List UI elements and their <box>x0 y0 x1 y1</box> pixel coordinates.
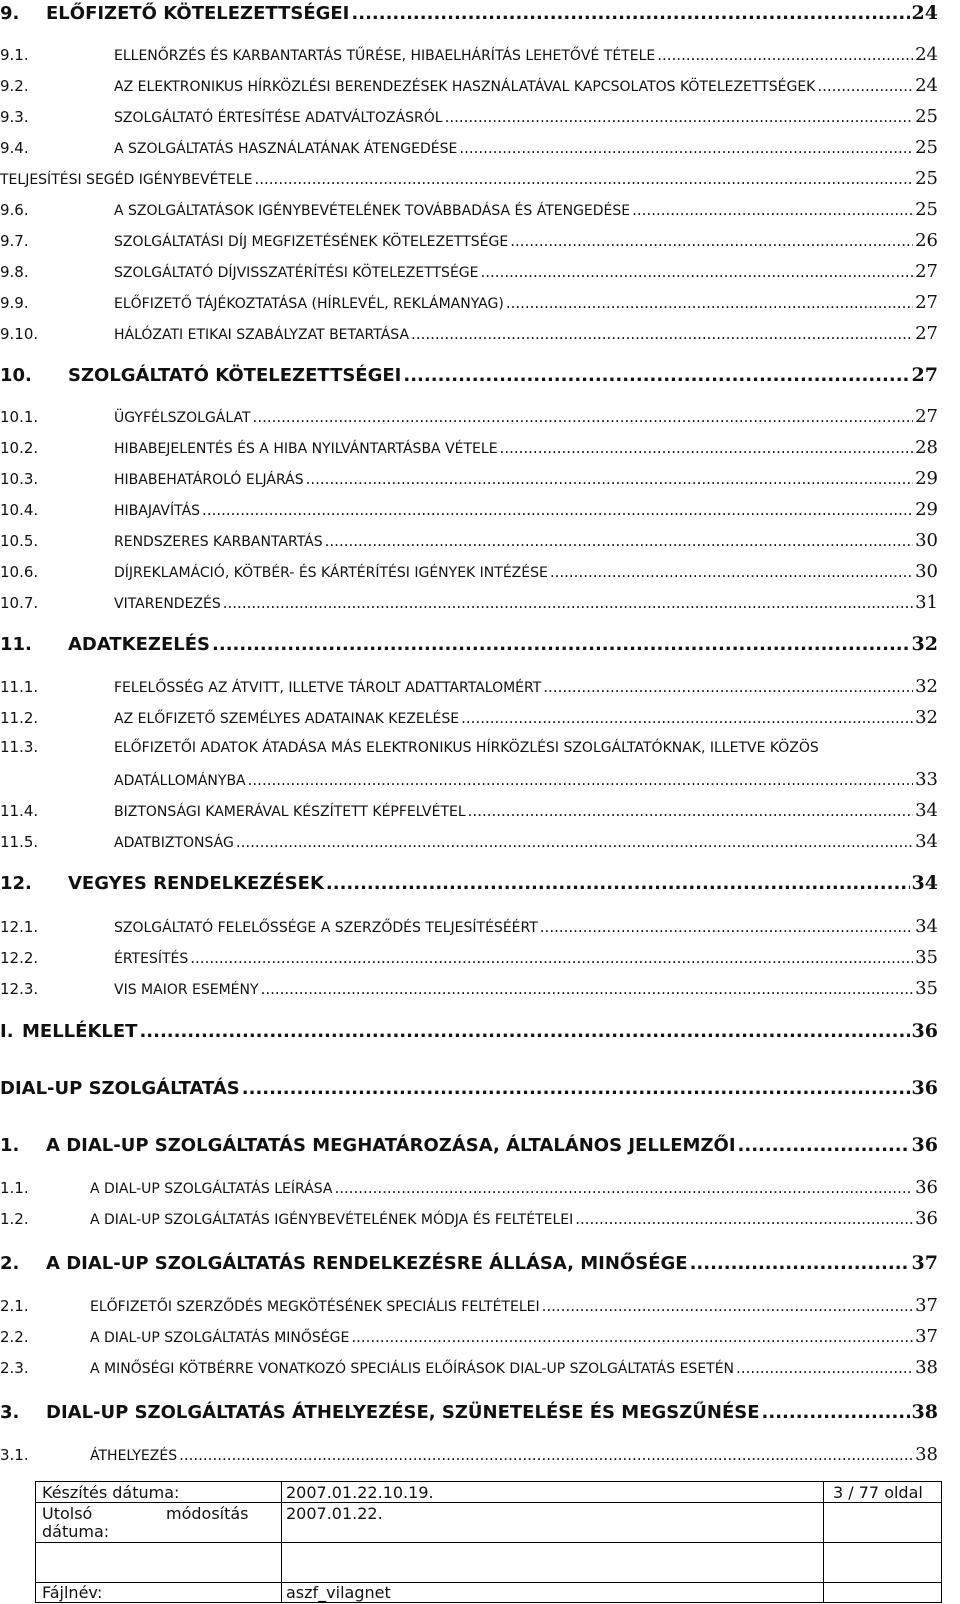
toc-entry-page: 32 <box>915 707 938 728</box>
toc-entry-title: ADATKEZELÉS <box>68 634 211 655</box>
toc-entry[interactable] <box>0 437 938 463</box>
toc-entry[interactable] <box>0 1295 938 1321</box>
toc-entry[interactable] <box>0 916 938 942</box>
toc-entry-title: ADATÁLLOMÁNYBA <box>114 773 246 789</box>
toc-leader-dots <box>306 470 913 488</box>
toc-entry-page: 27 <box>915 261 938 282</box>
toc-entry-title: FELELŐSSÉG AZ ÁTVITT, ILLETVE TÁROLT ADATTARTALOMÉRT <box>114 680 542 696</box>
toc-leader-dots <box>326 873 910 894</box>
toc-entry[interactable] <box>0 592 938 618</box>
toc-entry-title: A DIAL-UP SZOLGÁLTATÁS RENDELKEZÉSRE ÁLLÁSA, MINŐSÉGE <box>46 1253 688 1274</box>
page-info: 3 / 77 oldal <box>833 1483 923 1502</box>
toc-entry-title: TELJESÍTÉSI SEGÉD IGÉNYBEVÉTELE <box>0 172 253 188</box>
toc-entry-number: 1.2. <box>0 1210 29 1228</box>
toc-entry-title: AZ ELEKTRONIKUS HÍRKÖZLÉSI BERENDEZÉSEK HASZNÁLATÁVAL KAPCSOLATOS KÖTELEZETTSÉGEK <box>114 79 816 95</box>
toc-leader-dots <box>762 1402 910 1423</box>
toc-entry-title: A DIAL-UP SZOLGÁLTATÁS MINŐSÉGE <box>90 1330 350 1346</box>
toc-leader-dots <box>139 1021 909 1042</box>
toc-leader-dots <box>500 439 914 457</box>
toc-entry-page: 25 <box>915 199 938 220</box>
filename-value: aszf_vilagnet <box>286 1583 391 1602</box>
toc-entry-number: 9.7. <box>0 232 29 250</box>
toc-leader-dots <box>190 949 913 967</box>
toc-entry-page: 31 <box>915 592 938 613</box>
toc-entry-number: 10.3. <box>0 470 39 488</box>
toc-entry-page: 27 <box>915 292 938 313</box>
toc-leader-dots <box>236 833 913 851</box>
toc-entry-number: 9.1. <box>0 46 29 64</box>
toc-entry-page: 24 <box>915 75 938 96</box>
toc-entry-page: 32 <box>915 676 938 697</box>
toc-entry-title: A SZOLGÁLTATÁS HASZNÁLATÁNAK ÁTENGEDÉSE <box>114 141 458 157</box>
toc-entry-title: SZOLGÁLTATÓ KÖTELEZETTSÉGEI <box>68 365 402 386</box>
toc-entry-page: 37 <box>915 1295 938 1316</box>
created-date-label: Készítés dátuma: <box>42 1483 180 1502</box>
toc-entry-page: 34 <box>915 916 938 937</box>
toc-entry-number: 1.1. <box>0 1179 29 1197</box>
toc-entry-number: 9.2. <box>0 77 29 95</box>
toc-entry[interactable] <box>0 1444 938 1470</box>
toc-leader-dots <box>690 1253 910 1274</box>
toc-entry-number: 9.3. <box>0 108 29 126</box>
toc-entry-page: 35 <box>915 978 938 999</box>
modified-date-label-2: módosítás <box>166 1504 249 1523</box>
toc-entry-page: 34 <box>915 831 938 852</box>
toc-leader-dots <box>550 563 913 581</box>
toc-entry-page: 38 <box>911 1401 938 1423</box>
toc-entry-page: 25 <box>915 168 938 189</box>
toc-entry[interactable] <box>0 947 938 973</box>
toc-entry-page: 32 <box>911 633 938 655</box>
toc-entry-page: 36 <box>911 1077 938 1099</box>
toc-entry-page: 29 <box>915 499 938 520</box>
toc-entry[interactable] <box>0 707 938 733</box>
toc-entry-title: HIBAJAVÍTÁS <box>114 503 201 519</box>
toc-entry[interactable] <box>0 1020 938 1046</box>
toc-entry[interactable] <box>0 261 938 287</box>
toc-entry-number: 3.1. <box>0 1446 29 1464</box>
toc-entry-number: 10.5. <box>0 532 39 550</box>
toc-entry-page: 25 <box>915 106 938 127</box>
toc-entry-page: 26 <box>915 230 938 251</box>
toc-entry-title: A MINŐSÉGI KÖTBÉRRE VONATKOZÓ SPECIÁLIS ELŐÍRÁSOK DIAL-UP SZOLGÁLTATÁS ESETÉN <box>90 1361 735 1377</box>
toc-entry[interactable] <box>0 1177 938 1203</box>
toc-entry[interactable] <box>0 1077 938 1103</box>
toc-entry[interactable] <box>0 738 938 764</box>
toc-entry[interactable] <box>0 1252 938 1278</box>
toc-entry-title: A DIAL-UP SZOLGÁLTATÁS LEÍRÁSA <box>90 1181 333 1197</box>
created-date-value: 2007.01.22.10.19. <box>286 1483 434 1502</box>
toc-leader-dots <box>254 170 913 188</box>
toc-entry-number: 3. <box>0 1402 20 1423</box>
toc-leader-dots <box>817 77 913 95</box>
toc-entry-number: 1. <box>0 1135 20 1156</box>
toc-leader-dots <box>325 532 913 550</box>
toc-leader-dots <box>657 46 913 64</box>
toc-leader-dots <box>459 139 913 157</box>
toc-entry-title: DÍJREKLAMÁCIÓ, KÖTBÉR- ÉS KÁRTÉRÍTÉSI IGÉNYEK INTÉZÉSE <box>114 565 548 581</box>
toc-entry-title: ADATBIZTONSÁG <box>114 835 234 851</box>
modified-date-label-3: dátuma: <box>42 1522 110 1541</box>
toc-entry-number: 2.3. <box>0 1359 29 1377</box>
toc-leader-dots <box>179 1446 913 1464</box>
toc-entry-title: A SZOLGÁLTATÁSOK IGÉNYBEVÉTELÉNEK TOVÁBBADÁSA ÉS ÁTENGEDÉSE <box>114 203 631 219</box>
toc-leader-dots <box>202 501 913 519</box>
toc-entry-title: SZOLGÁLTATÓ ÉRTESÍTÉSE ADATVÁLTOZÁSRÓL <box>114 110 443 126</box>
toc-entry[interactable] <box>0 1208 938 1234</box>
toc-entry-number: 11. <box>0 634 32 655</box>
toc-entry-number: 10.2. <box>0 439 39 457</box>
toc-entry[interactable] <box>0 1326 938 1352</box>
toc-entry[interactable] <box>0 1134 938 1160</box>
toc-entry[interactable] <box>0 769 938 795</box>
toc-entry-page: 37 <box>911 1252 938 1274</box>
toc-leader-dots <box>738 1135 910 1156</box>
modified-date-value: 2007.01.22. <box>286 1504 383 1523</box>
toc-entry-title: ELŐFIZETŐI SZERZŐDÉS MEGKÖTÉSÉNEK SPECIÁLIS FELTÉTELEI <box>90 1299 540 1315</box>
toc-leader-dots <box>468 802 913 820</box>
filename-label: Fájlnév: <box>42 1583 103 1602</box>
toc-entry-page: 34 <box>911 872 938 894</box>
toc-entry-number: 10.7. <box>0 594 39 612</box>
toc-entry-title: RENDSZERES KARBANTARTÁS <box>114 534 323 550</box>
toc-entry[interactable] <box>0 75 938 101</box>
toc-entry-page: 36 <box>911 1134 938 1156</box>
toc-entry-title: ELŐFIZETŐI ADATOK ÁTADÁSA MÁS ELEKTRONIKUS HÍRKÖZLÉSI SZOLGÁLTATÓKNAK, ILLETVE KÖZÖS <box>114 740 819 756</box>
toc-entry-number: 9.9. <box>0 294 29 312</box>
toc-entry-page: 35 <box>915 947 938 968</box>
toc-entry-page: 30 <box>915 530 938 551</box>
toc-entry-page: 38 <box>915 1444 938 1465</box>
toc-entry-number: 11.1. <box>0 678 39 696</box>
toc-leader-dots <box>445 108 914 126</box>
toc-entry[interactable] <box>0 137 938 163</box>
toc-entry-number: 12.3. <box>0 980 39 998</box>
toc-leader-dots <box>351 3 909 24</box>
toc-entry-page: 37 <box>915 1326 938 1347</box>
toc-entry-page: 36 <box>915 1208 938 1229</box>
toc-entry[interactable] <box>0 230 938 256</box>
document-footer <box>35 1481 942 1603</box>
toc-entry-title: DIAL-UP SZOLGÁLTATÁS ÁTHELYEZÉSE, SZÜNETELÉSE ÉS MEGSZŰNÉSE <box>46 1402 760 1423</box>
toc-leader-dots <box>351 1328 913 1346</box>
toc-entry-title: A DIAL-UP SZOLGÁLTATÁS MEGHATÁROZÁSA, ÁLTALÁNOS JELLEMZŐI <box>46 1135 736 1156</box>
modified-date-label-1: Utolsó <box>42 1504 93 1523</box>
toc-entry-number: 10.6. <box>0 563 39 581</box>
footer-divider <box>36 1502 941 1503</box>
toc-leader-dots <box>540 918 913 936</box>
toc-leader-dots <box>212 634 910 655</box>
toc-entry-number: 9.8. <box>0 263 29 281</box>
toc-entry-page: 27 <box>915 323 938 344</box>
toc-entry[interactable] <box>0 2 938 28</box>
toc-entry-title: ÁTHELYEZÉS <box>90 1448 178 1464</box>
toc-entry-title: ÉRTESÍTÉS <box>114 951 189 967</box>
toc-leader-dots <box>261 980 914 998</box>
toc-entry-number: 9.4. <box>0 139 29 157</box>
toc-entry-number: 2. <box>0 1253 20 1274</box>
toc-entry[interactable] <box>0 831 938 857</box>
toc-leader-dots <box>242 1078 910 1099</box>
toc-entry[interactable] <box>0 292 938 318</box>
toc-entry-page: 27 <box>915 406 938 427</box>
toc-entry-number: 10.4. <box>0 501 39 519</box>
toc-entry-page: 28 <box>915 437 938 458</box>
toc-entry-page: 36 <box>915 1177 938 1198</box>
toc-entry-title: VEGYES RENDELKEZÉSEK <box>68 873 324 894</box>
toc-entry-page: 30 <box>915 561 938 582</box>
toc-entry-title: MELLÉKLET <box>22 1021 138 1042</box>
toc-entry-title: A DIAL-UP SZOLGÁLTATÁS IGÉNYBEVÉTELÉNEK MÓDJA ÉS FELTÉTELEI <box>90 1212 574 1228</box>
toc-leader-dots <box>248 771 913 789</box>
toc-entry[interactable] <box>0 800 938 826</box>
toc-entry-number: 10.1. <box>0 408 39 426</box>
toc-entry[interactable] <box>0 468 938 494</box>
toc-entry-number: 11.3. <box>0 738 39 756</box>
toc-entry-page: 36 <box>911 1020 938 1042</box>
toc-entry-number: 12.2. <box>0 949 39 967</box>
toc-entry[interactable] <box>0 1357 938 1383</box>
toc-entry-page: 34 <box>915 800 938 821</box>
toc-leader-dots <box>575 1210 913 1228</box>
toc-leader-dots <box>481 263 914 281</box>
toc-entry[interactable] <box>0 978 938 1004</box>
toc-entry-number: I. <box>0 1021 14 1042</box>
toc-entry[interactable] <box>0 323 938 349</box>
toc-entry-title: SZOLGÁLTATÓ FELELŐSSÉGE A SZERZŐDÉS TELJESÍTÉSÉÉRT <box>114 920 538 936</box>
toc-entry-title: SZOLGÁLTATÁSI DÍJ MEGFIZETÉSÉNEK KÖTELEZETTSÉGE <box>114 234 509 250</box>
toc-entry-page: 33 <box>915 769 938 790</box>
toc-entry-number: 11.5. <box>0 833 39 851</box>
toc-entry-number: 12. <box>0 873 32 894</box>
toc-leader-dots <box>542 1297 913 1315</box>
toc-entry-title: DIAL-UP SZOLGÁLTATÁS <box>0 1078 240 1099</box>
toc-entry-number: 10. <box>0 365 32 386</box>
toc-entry[interactable] <box>0 199 938 225</box>
toc-entry[interactable] <box>0 364 938 390</box>
toc-entry[interactable] <box>0 530 938 556</box>
toc-entry-number: 2.1. <box>0 1297 29 1315</box>
toc-entry-title: AZ ELŐFIZETŐ SZEMÉLYES ADATAINAK KEZELÉSE <box>114 711 460 727</box>
toc-entry-title: HIBABEHATÁROLÓ ELJÁRÁS <box>114 472 304 488</box>
toc-entry[interactable] <box>0 106 938 132</box>
footer-column-divider <box>281 1482 282 1602</box>
toc-entry-number: 9.6. <box>0 201 29 219</box>
toc-entry[interactable] <box>0 499 938 525</box>
toc-entry-title: ÜGYFÉLSZOLGÁLAT <box>114 410 251 426</box>
toc-leader-dots <box>543 678 913 696</box>
toc-leader-dots <box>510 232 913 250</box>
toc-leader-dots <box>506 294 913 312</box>
toc-entry[interactable] <box>0 872 938 898</box>
toc-entry-title: SZOLGÁLTATÓ DÍJVISSZATÉRÍTÉSI KÖTELEZETTSÉGE <box>114 265 479 281</box>
toc-entry[interactable] <box>0 633 938 659</box>
toc-entry-page: 38 <box>915 1357 938 1378</box>
toc-entry-title: ELLENŐRZÉS ÉS KARBANTARTÁS TŰRÉSE, HIBAELHÁRÍTÁS LEHETŐVÉ TÉTELE <box>114 48 656 64</box>
toc-entry-number: 11.4. <box>0 802 39 820</box>
footer-divider <box>36 1542 941 1543</box>
toc-entry[interactable] <box>0 44 938 70</box>
toc-entry-number: 2.2. <box>0 1328 29 1346</box>
toc-leader-dots <box>632 201 913 219</box>
toc-leader-dots <box>334 1179 913 1197</box>
toc-entry-page: 25 <box>915 137 938 158</box>
toc-entry-title: ELŐFIZETŐ KÖTELEZETTSÉGEI <box>46 3 350 24</box>
toc-entry[interactable] <box>0 168 938 194</box>
toc-entry-title: VIS MAIOR ESEMÉNY <box>114 982 259 998</box>
toc-entry[interactable] <box>0 1401 938 1427</box>
toc-leader-dots <box>411 325 913 343</box>
toc-entry[interactable] <box>0 406 938 432</box>
toc-leader-dots <box>223 594 913 612</box>
toc-entry-title: VITARENDEZÉS <box>114 596 221 612</box>
toc-entry-title: BIZTONSÁGI KAMERÁVAL KÉSZÍTETT KÉPFELVÉTEL <box>114 804 466 820</box>
toc-entry[interactable] <box>0 676 938 702</box>
toc-entry-page: 27 <box>911 364 938 386</box>
toc-entry-page: 29 <box>915 468 938 489</box>
toc-entry-title: HIBABEJELENTÉS ÉS A HIBA NYILVÁNTARTÁSBA VÉTELE <box>114 441 498 457</box>
footer-divider <box>36 1582 941 1583</box>
toc-leader-dots <box>461 709 913 727</box>
toc-entry-title: ELŐFIZETŐ TÁJÉKOZTATÁSA (HÍRLEVÉL, REKLÁMANYAG) <box>114 296 504 312</box>
toc-entry-page: 24 <box>915 44 938 65</box>
toc-entry-number: 11.2. <box>0 709 39 727</box>
toc-leader-dots <box>253 408 914 426</box>
toc-entry-number: 9. <box>0 3 20 24</box>
toc-entry-number: 9.10. <box>0 325 39 343</box>
toc-entry-number: 12.1. <box>0 918 39 936</box>
toc-entry-page: 24 <box>911 2 938 24</box>
toc-entry-title: HÁLÓZATI ETIKAI SZABÁLYZAT BETARTÁSA <box>114 327 410 343</box>
toc-entry[interactable] <box>0 561 938 587</box>
toc-leader-dots <box>403 365 909 386</box>
footer-column-divider <box>823 1482 824 1602</box>
toc-leader-dots <box>736 1359 913 1377</box>
